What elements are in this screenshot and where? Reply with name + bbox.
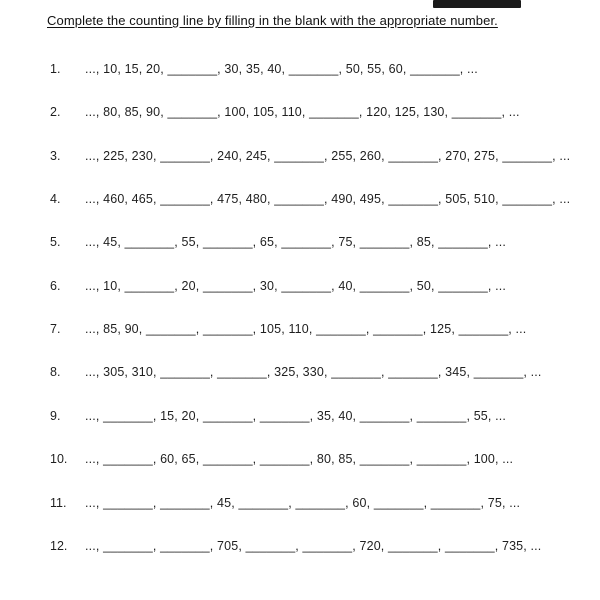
problem-number: 11.	[50, 495, 67, 510]
problem-row	[50, 234, 600, 252]
problem-row	[50, 61, 600, 79]
problem-row	[50, 321, 600, 339]
problem-sequence: ..., 305, 310, _______, _______, 325, 330, _______, _______, 345, _______, ...	[85, 365, 542, 380]
problem-sequence: ..., _______, 60, 65, _______, _______, 80, 85, _______, _______, 100, ...	[85, 452, 514, 467]
problem-sequence: ..., _______, _______, 705, _______, _______, 720, _______, _______, 735, ...	[85, 538, 542, 553]
problem-sequence: ..., _______, 15, 20, _______, _______, 35, 40, _______, _______, 55, ...	[85, 408, 507, 423]
problem-sequence: ..., 225, 230, _______, 240, 245, _______, 255, 260, _______, 270, 275, _______, ...	[85, 148, 571, 163]
problem-row	[50, 104, 600, 122]
problem-row	[50, 148, 600, 166]
problem-number: 5.	[50, 235, 61, 250]
problem-sequence: ..., 10, 15, 20, _______, 30, 35, 40, _______, 50, 55, 60, _______, ...	[85, 62, 478, 76]
problem-number: 10.	[50, 452, 68, 467]
problem-row	[50, 495, 600, 513]
problem-number: 1.	[50, 62, 61, 76]
problem-number: 7.	[50, 322, 61, 337]
problem-number: 2.	[50, 105, 61, 120]
problem-number: 9.	[50, 408, 61, 423]
problem-sequence: ..., 80, 85, 90, _______, 100, 105, 110, _______, 120, 125, 130, _______, ...	[85, 105, 520, 120]
problem-row	[50, 191, 600, 209]
problem-row	[50, 408, 600, 426]
problem-sequence: ..., 460, 465, _______, 475, 480, _______, 490, 495, _______, 505, 510, _______, ...	[85, 192, 571, 207]
problem-row	[50, 364, 600, 382]
page-title: Complete the counting line by filling in the blank with the appropriate number.	[47, 13, 498, 28]
problem-sequence: ..., 45, _______, 55, _______, 65, _______, 75, _______, 85, _______, ...	[85, 235, 507, 250]
problem-number: 4.	[50, 192, 61, 207]
problem-sequence: ..., 85, 90, _______, _______, 105, 110, _______, _______, 125, _______, ...	[85, 322, 527, 337]
problem-row	[50, 278, 600, 296]
problem-number: 8.	[50, 365, 61, 380]
problem-number: 6.	[50, 278, 61, 293]
problem-number: 3.	[50, 148, 61, 163]
problem-number: 12.	[50, 538, 68, 553]
problem-sequence: ..., _______, _______, 45, _______, _______, 60, _______, _______, 75, ...	[85, 495, 521, 510]
problem-sequence: ..., 10, _______, 20, _______, 30, _______, 40, _______, 50, _______, ...	[85, 278, 507, 293]
problem-row	[50, 451, 600, 469]
problem-row	[50, 538, 600, 556]
